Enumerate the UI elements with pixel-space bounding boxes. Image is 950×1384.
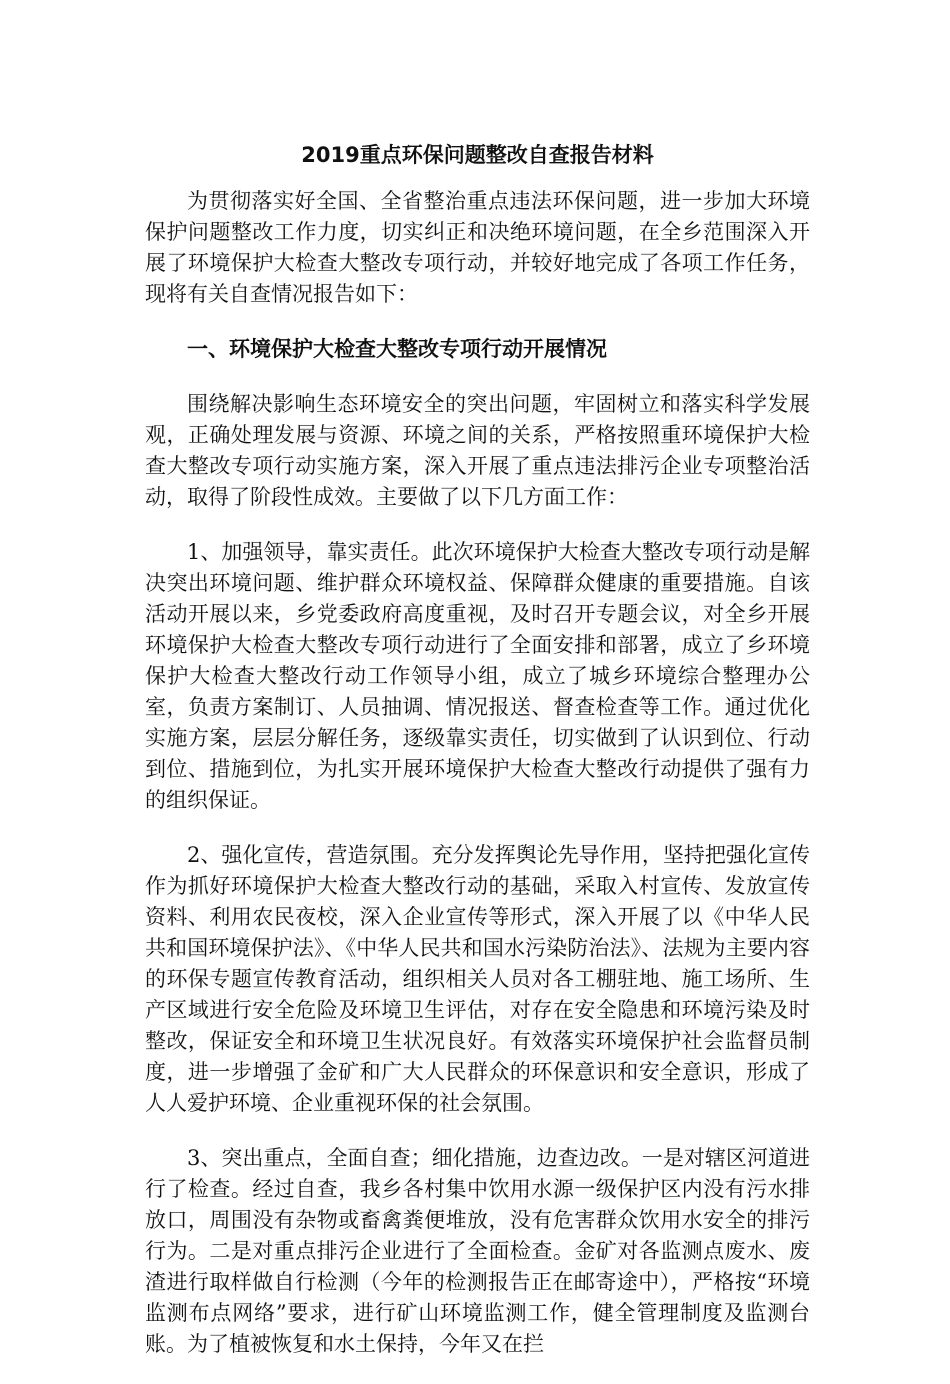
item-3-paragraph: 3、突出重点，全面自查；细化措施，边查边改。一是对辖区河道进行了检查。经过自查，我乡各村集中饮用水源一级保护区内没有污水排放口，周围没有杂物或畜禽粪便堆放，没有危害群众饮用水安全的排污行为。二是对重点排污企业进行了全面检查。金矿对各监测点废水、废渣进行取样做自行检测（今年的检测报告正在邮寄途中），严格按“环境监测布点网络”要求，进行矿山环境监测工作，健全管理制度及监测台账。为了植被恢复和水土保持，今年又在拦 bbox=[145, 1146, 810, 1356]
document-body bbox=[145, 140, 810, 1384]
item-1-paragraph: 1、加强领导，靠实责任。此次环境保护大检查大整改专项行动是解决突出环境问题、维护群众环境权益、保障群众健康的重要措施。自该活动开展以来，乡党委政府高度重视，及时召开专题会议，对全乡开展环境保护大检查大整改专项行动进行了全面安排和部署，成立了乡环境保护大检查大整改行动工作领导小组，成立了城乡环境综合整理办公室，负责方案制订、人员抽调、情况报送、督查检查等工作。通过优化实施方案，层层分解任务，逐级靠实责任，切实做到了认识到位、行动到位、措施到位，为扎实开展环境保护大检查大整改行动提供了强有力的组织保证。 bbox=[145, 540, 810, 812]
document-title: 2019重点环保问题整改自查报告材料 bbox=[301, 143, 654, 167]
section-heading-1: 一、环境保护大检查大整改专项行动开展情况 bbox=[187, 337, 607, 361]
intro-paragraph: 为贯彻落实好全国、全省整治重点违法环保问题，进一步加大环境保护问题整改工作力度，切实纠正和决绝环境问题，在全乡范围深入开展了环境保护大检查大整改专项行动，并较好地完成了各项工作任务，现将有关自查情况报告如下： bbox=[145, 189, 810, 306]
item-2-paragraph: 2、强化宣传，营造氛围。充分发挥舆论先导作用，坚持把强化宣传作为抓好环境保护大检查大整改行动的基础，采取入村宣传、发放宣传资料、利用农民夜校，深入企业宣传等形式，深入开展了以《中华人民共和国环境保护法》、《中华人民共和国水污染防治法》、法规为主要内容的环保专题宣传教育活动，组织相关人员对各工棚驻地、施工场所、生产区域进行安全危险及环境卫生评估，对存在安全隐患和环境污染及时整改，保证安全和环境卫生状况良好。有效落实环境保护社会监督员制度，进一步增强了金矿和广大人民群众的环保意识和安全意识，形成了人人爱护环境、企业重视环保的社会氛围。 bbox=[145, 843, 810, 1115]
section-1-intro-paragraph: 围绕解决影响生态环境安全的突出问题，牢固树立和落实科学发展观，正确处理发展与资源、环境之间的关系，严格按照重环境保护大检查大整改专项行动实施方案，深入开展了重点违法排污企业专项整治活动，取得了阶段性成效。主要做了以下几方面工作： bbox=[145, 392, 810, 509]
